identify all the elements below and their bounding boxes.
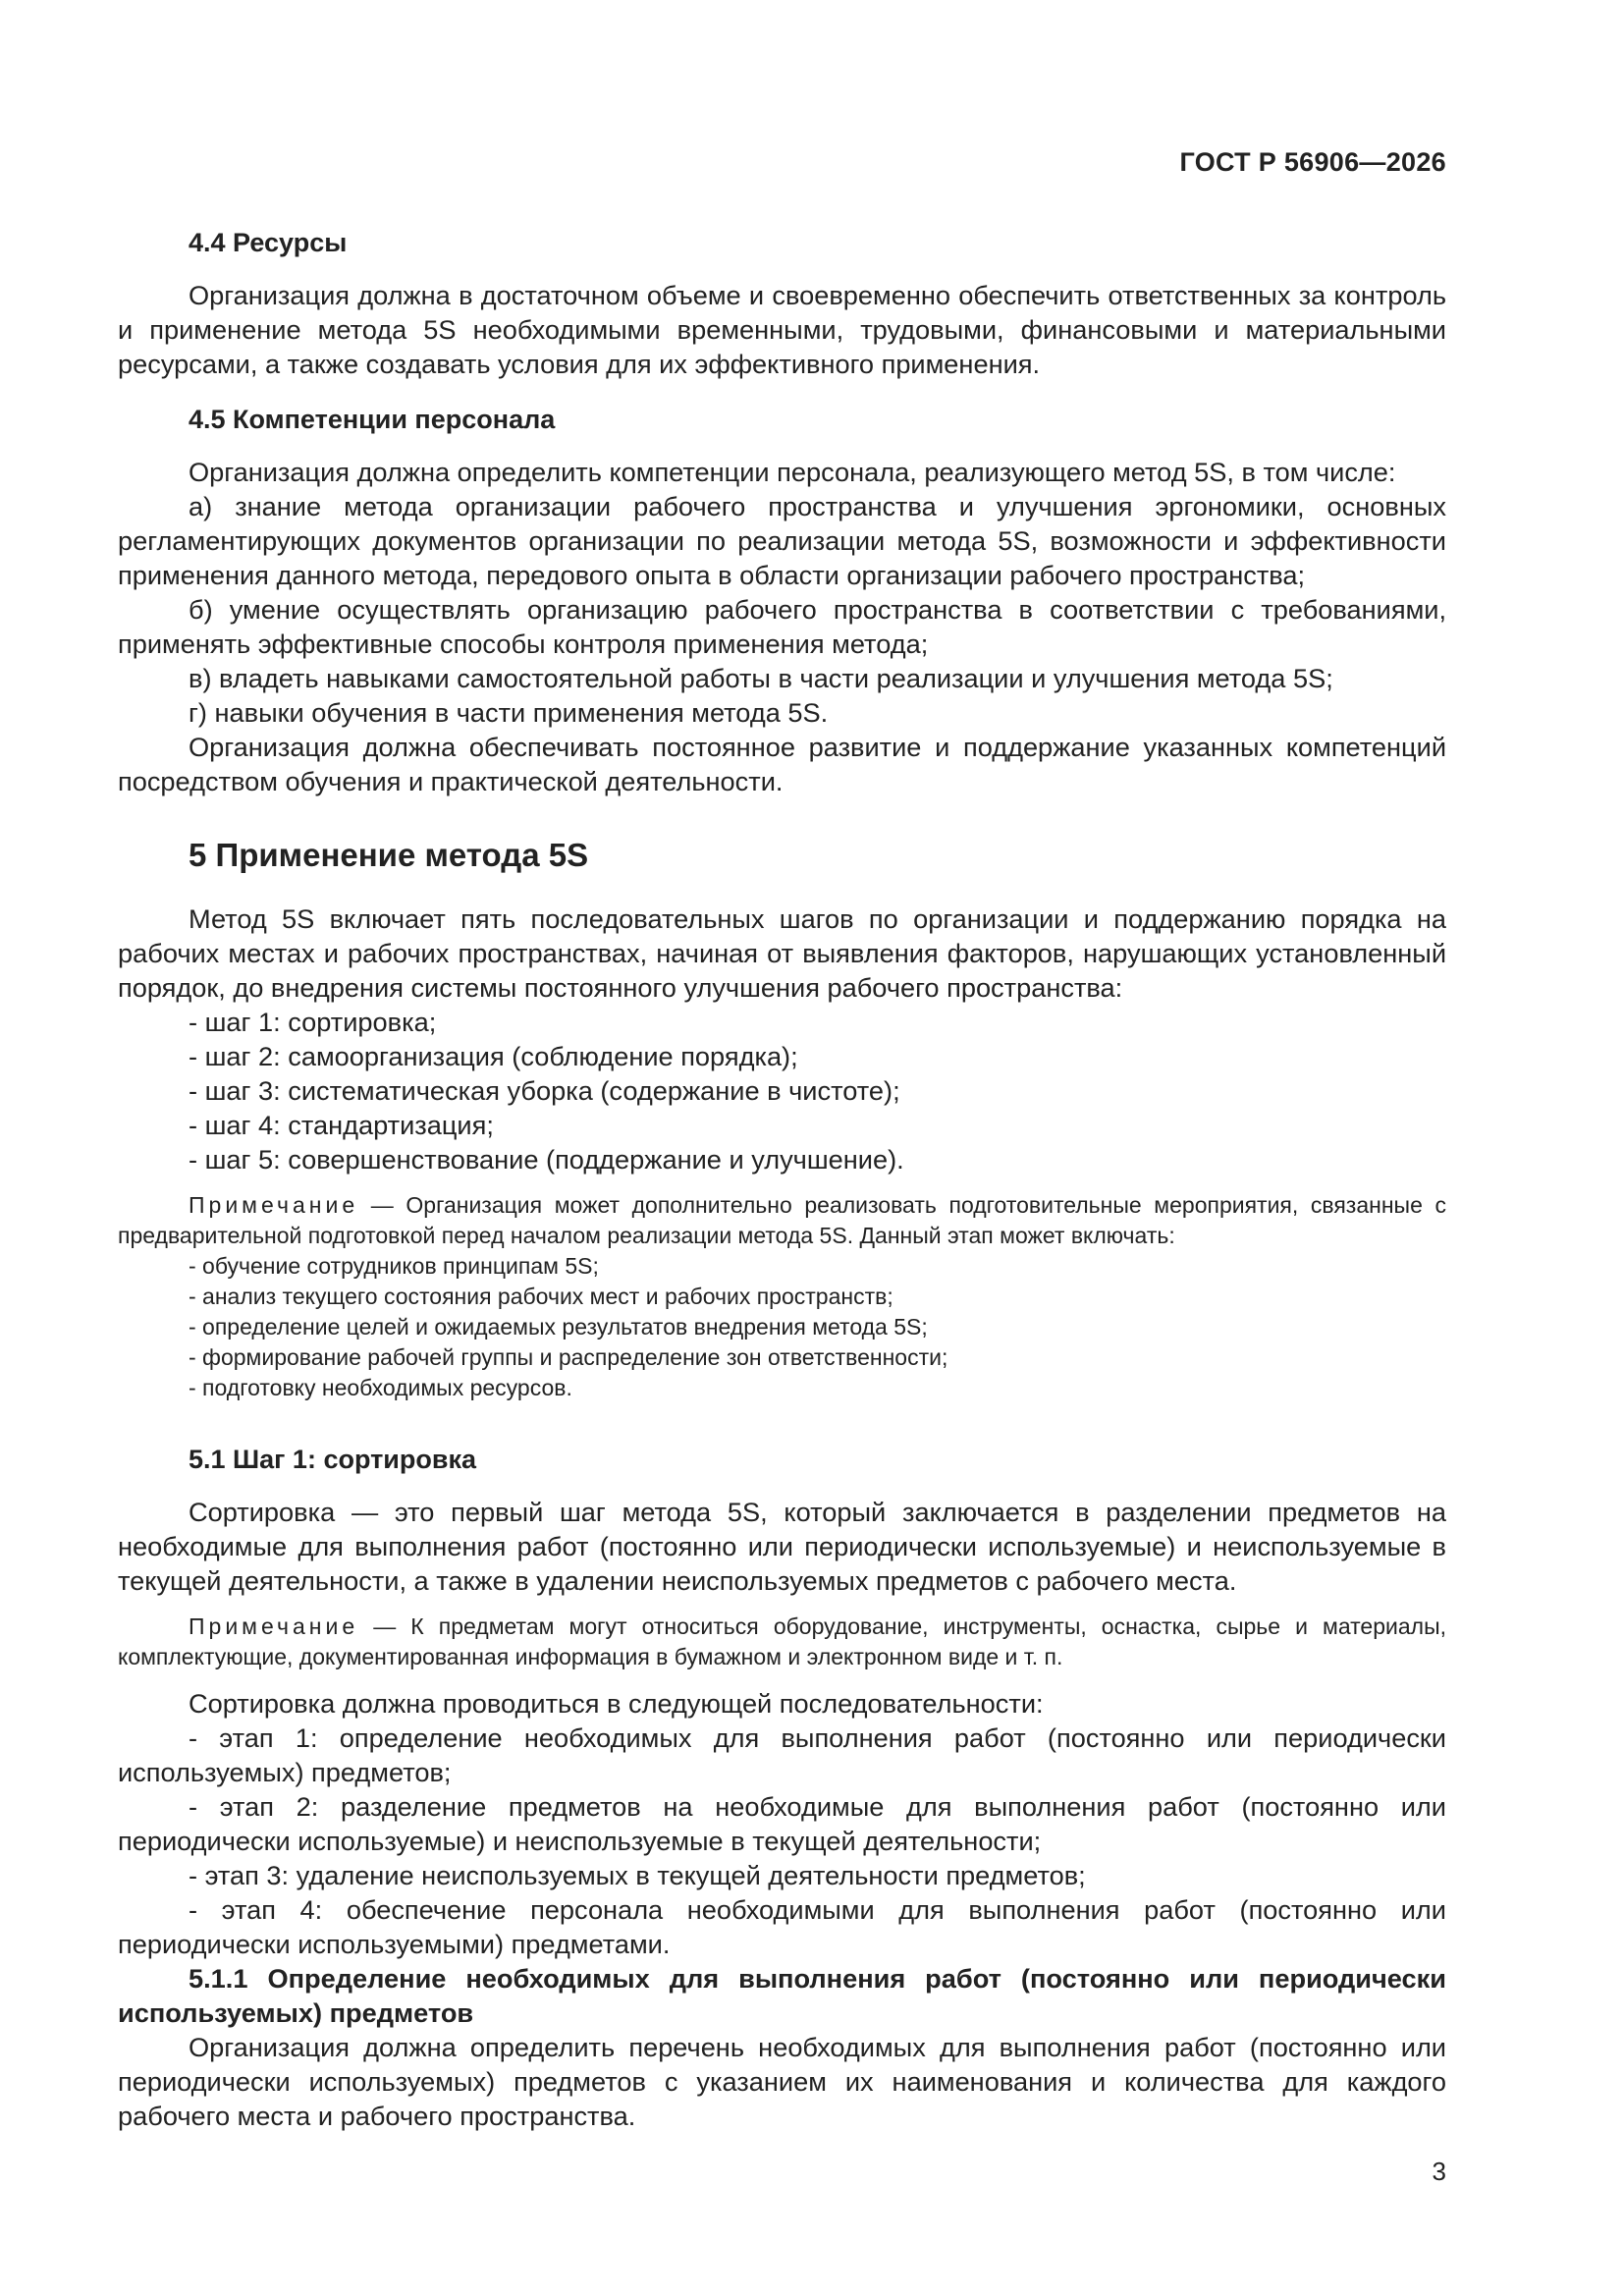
section-5-1-paragraph: Сортировка — это первый шаг метода 5S, который заключается в разделении предметов на необходимые для выполнения работ (постоянно или периодически используемые) и неиспользуемые в текущей деятельности, а также в удалении неиспользуемых предметов с рабочего места. xyxy=(118,1497,1446,1596)
competence-item: г) навыки обучения в части применения метода 5S. xyxy=(189,697,829,728)
section-5-1-1-paragraph: Организация должна определить перечень необходимых для выполнения работ (постоянно или периодически используемых) предметов с указанием их наименования и количества для каждого рабочего места и рабочего пространства. xyxy=(118,2032,1446,2131)
page-number: 3 xyxy=(1432,2157,1446,2186)
note-list-item: - обучение сотрудников принципам 5S; xyxy=(189,1253,599,1279)
section-4-4-paragraph: Организация должна в достаточном объеме и своевременно обеспечить ответственных за контроль и применение метода 5S необходимыми временными, трудовыми, финансовыми и материальными ресурсами, а также создавать условия для их эффективного применения. xyxy=(118,280,1446,379)
step-item: - шаг 2: самоорганизация (соблюдение порядка); xyxy=(189,1041,798,1071)
section-5-title: 5 Применение метода 5S xyxy=(189,837,589,873)
stage-item: - этап 4: обеспечение персонала необходимыми для выполнения работ (постоянно или периодически используемыми) предметами. xyxy=(118,1894,1446,1959)
stage-item: - этап 1: определение необходимых для выполнения работ (постоянно или периодически используемых) предметов; xyxy=(118,1722,1446,1787)
step-item: - шаг 4: стандартизация; xyxy=(189,1110,494,1140)
section-5-1-title: 5.1 Шаг 1: сортировка xyxy=(189,1445,477,1474)
section-4-5-closing: Организация должна обеспечивать постоянное развитие и поддержание указанных компетенций посредством обучения и практической деятельности. xyxy=(118,732,1446,796)
section-5-1-note xyxy=(118,1612,1446,1672)
step-item: - шаг 5: совершенствование (поддержание и улучшение). xyxy=(189,1144,904,1175)
section-4-5-title: 4.5 Компетенции персонала xyxy=(189,405,556,434)
section-5-1-sequence-intro: Сортировка должна проводиться в следующей последовательности: xyxy=(189,1688,1044,1719)
note-list-item: - анализ текущего состояния рабочих мест и рабочих пространств; xyxy=(189,1284,893,1309)
section-5-1-1-title: 5.1.1 Определение необходимых для выполнения работ (постоянно или периодически используемых) предметов xyxy=(118,1963,1446,2028)
note-list-item: - формирование рабочей группы и распределение зон ответственности; xyxy=(189,1344,948,1370)
note-list-item: - подготовку необходимых ресурсов. xyxy=(189,1375,572,1400)
note-text: — Организация может дополнительно реализовать подготовительные мероприятия, связанные с предварительной подготовкой перед началом реализации метода 5S. Данный этап может включать: xyxy=(118,1192,1446,1248)
section-5-paragraph: Метод 5S включает пять последовательных шагов по организации и поддержанию порядка на рабочих местах и рабочих пространствах, начиная от выявления факторов, нарушающих установленный порядок, до внедрения системы постоянного улучшения рабочего пространства: xyxy=(118,903,1446,1003)
step-item: - шаг 1: сортировка; xyxy=(189,1007,437,1037)
competence-item: в) владеть навыками самостоятельной работы в части реализации и улучшения метода 5S; xyxy=(189,663,1333,693)
document-body xyxy=(118,226,1446,2133)
note-list-item: - определение целей и ожидаемых результатов внедрения метода 5S; xyxy=(189,1314,928,1339)
section-5-note xyxy=(118,1190,1446,1251)
note-label: Примечание xyxy=(189,1613,359,1639)
section-4-4-title: 4.4 Ресурсы xyxy=(189,228,348,257)
note-text: — К предметам могут относиться оборудование, инструменты, оснастка, сырье и материалы, комплектующие, документированная информация в бумажном и электронном виде и т. п. xyxy=(118,1613,1446,1669)
competence-item: а) знание метода организации рабочего пространства и улучшения эргономики, основных регламентирующих документов организации по реализации метода 5S, возможности и эффективности применения данного метода, передового опыта в области организации рабочего пространства; xyxy=(118,491,1446,590)
competence-item: б) умение осуществлять организацию рабочего пространства в соответствии с требованиями, применять эффективные способы контроля применения метода; xyxy=(118,594,1446,659)
step-item: - шаг 3: систематическая уборка (содержание в чистоте); xyxy=(189,1075,900,1106)
document-code: ГОСТ Р 56906—2026 xyxy=(1179,147,1446,177)
stage-item: - этап 2: разделение предметов на необходимые для выполнения работ (постоянно или периодически используемые) и неиспользуемые в текущей деятельности; xyxy=(118,1791,1446,1856)
note-label: Примечание xyxy=(189,1192,359,1218)
stage-item: - этап 3: удаление неиспользуемых в текущей деятельности предметов; xyxy=(189,1860,1086,1890)
section-4-5-intro: Организация должна определить компетенции персонала, реализующего метод 5S, в том числе: xyxy=(189,457,1396,487)
